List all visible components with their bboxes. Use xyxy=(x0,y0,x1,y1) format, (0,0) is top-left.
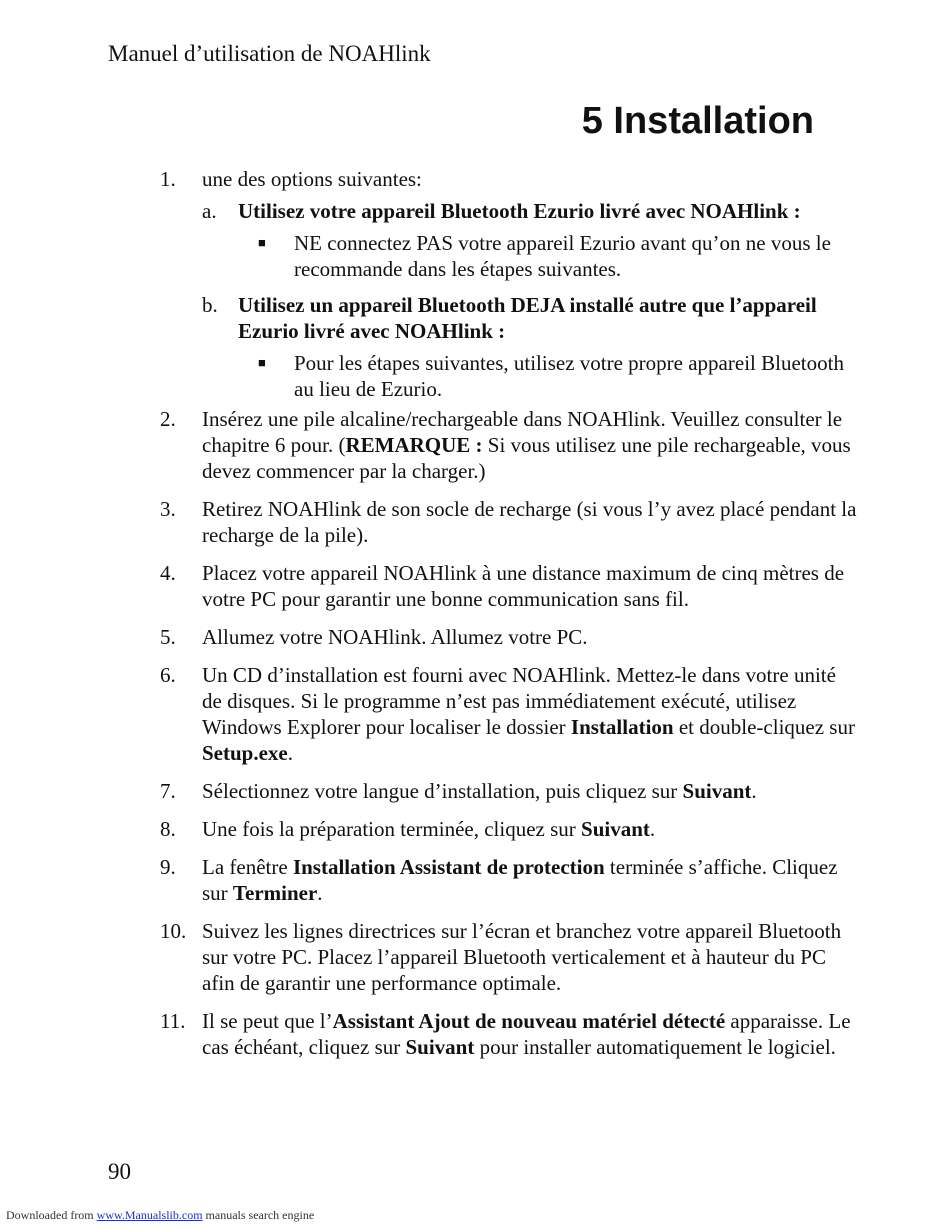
step-emphasis: Setup.exe xyxy=(202,741,288,765)
step-text: Il se peut que l’ xyxy=(202,1009,333,1033)
step-text: Placez votre appareil NOAHlink à une distance maximum de cinq mètres de votre PC pour garantir une bonne communication sans fil. xyxy=(202,561,845,611)
page-header: Manuel d’utilisation de NOAHlink xyxy=(108,41,431,66)
option-a-bullet xyxy=(258,230,860,282)
step-body xyxy=(202,1008,860,1060)
square-bullet-icon: ■ xyxy=(258,355,266,370)
page-number: 90 xyxy=(108,1159,131,1184)
step-text: Suivez les lignes directrices sur l’écran et branchez votre appareil Bluetooth sur votre PC. Placez l’appareil Bluetooth verticalement et à hauteur du PC afin de garantir une performance optimale. xyxy=(202,919,842,995)
step-emphasis: Installation xyxy=(570,715,674,739)
step-text: apparaisse. Le cas échéant, cliquez sur xyxy=(202,1009,851,1059)
step-number: 8. xyxy=(160,817,176,841)
installation-steps-list xyxy=(160,166,860,1060)
step-emphasis: Suivant xyxy=(682,779,752,803)
step-body xyxy=(202,166,860,402)
step-emphasis: REMARQUE : xyxy=(345,433,483,457)
step-body xyxy=(202,662,860,766)
manualslib-link[interactable]: www.Manualslib.com xyxy=(96,1208,203,1222)
step-number: 4. xyxy=(160,561,176,585)
option-letter: a. xyxy=(202,199,217,223)
step-text: Retirez NOAHlink de son socle de recharge (si vous l’y avez placé pendant la recharge de la pile). xyxy=(202,497,857,547)
option-letter: b. xyxy=(202,293,218,317)
step-number: 10. xyxy=(160,919,187,943)
download-footer xyxy=(6,1208,314,1222)
step-number: 6. xyxy=(160,663,176,687)
step-text: Si vous utilisez une pile rechargeable, vous devez commencer par la charger.) xyxy=(202,433,851,483)
step-2 xyxy=(160,406,860,484)
chapter-title: 5 Installation xyxy=(581,100,814,142)
step-body xyxy=(202,406,860,484)
step-body xyxy=(202,816,860,842)
step-text: . xyxy=(287,741,293,765)
step-number: 5. xyxy=(160,625,176,649)
step-6 xyxy=(160,662,860,766)
option-a xyxy=(202,198,860,224)
step-text: et double-cliquez sur xyxy=(673,715,855,739)
step-9 xyxy=(160,854,860,906)
step-text: . xyxy=(649,817,656,841)
step-text: Sélectionnez votre langue d’installation, puis cliquez sur xyxy=(202,779,683,803)
step-text: Un CD d’installation est fourni avec NOAHlink. Mettez-le dans votre unité de disques. Si le programme n’est pas immédiatement exécuté, utilisez Windows Explorer pour localiser le dossier xyxy=(202,663,836,739)
footer-suffix: manuals search engine xyxy=(202,1208,315,1222)
option-b-bullet xyxy=(258,350,860,402)
footer-prefix: Downloaded from xyxy=(6,1208,97,1222)
step-text: . xyxy=(317,881,323,905)
step-10 xyxy=(160,918,860,996)
step-text: . xyxy=(751,779,757,803)
step-text: Allumez votre NOAHlink. Allumez votre PC. xyxy=(202,625,588,649)
step-emphasis: Assistant Ajout de nouveau matériel détecté xyxy=(332,1009,726,1033)
step-text: Insérez une pile alcaline/rechargeable dans NOAHlink. Veuillez consulter le chapitre 6 pour. ( xyxy=(202,407,843,457)
step-number: 3. xyxy=(160,497,176,521)
step-emphasis: Installation Assistant de protection xyxy=(292,855,605,879)
step-4 xyxy=(160,560,860,612)
step-text: Une fois la préparation terminée, cliquez sur xyxy=(202,817,582,841)
step-3 xyxy=(160,496,860,548)
step-7 xyxy=(160,778,860,804)
step-1 xyxy=(160,166,860,402)
step-text: une des options suivantes: xyxy=(202,167,422,191)
step-8 xyxy=(160,816,860,842)
step-number: 11. xyxy=(160,1009,186,1033)
step-number: 1. xyxy=(160,167,176,191)
option-text: Utilisez un appareil Bluetooth DEJA installé autre que l’appareil Ezurio livré avec NOAHlink : xyxy=(238,293,817,343)
step-text: La fenêtre xyxy=(202,855,293,879)
step-11 xyxy=(160,1008,860,1060)
step-body xyxy=(202,854,860,906)
square-bullet-icon: ■ xyxy=(258,235,266,250)
bullet-text: NE connectez PAS votre appareil Ezurio avant qu’on ne vous le recommande dans les étapes suivantes. xyxy=(294,231,831,281)
option-text: Utilisez votre appareil Bluetooth Ezurio livré avec NOAHlink : xyxy=(238,199,801,223)
option-b xyxy=(202,292,860,344)
step-text: pour installer automatiquement le logiciel. xyxy=(474,1035,836,1059)
bullet-text: Pour les étapes suivantes, utilisez votre propre appareil Bluetooth au lieu de Ezurio. xyxy=(294,351,844,401)
step-emphasis: Terminer xyxy=(232,881,318,905)
step-emphasis: Suivant xyxy=(581,817,650,841)
step-number: 7. xyxy=(160,779,176,803)
step-body xyxy=(202,778,860,804)
step-text: terminée s’affiche. Cliquez sur xyxy=(202,855,838,905)
step-5 xyxy=(160,624,860,650)
step-number: 2. xyxy=(160,407,176,431)
step-emphasis: Suivant xyxy=(405,1035,475,1059)
step-number: 9. xyxy=(160,855,176,879)
